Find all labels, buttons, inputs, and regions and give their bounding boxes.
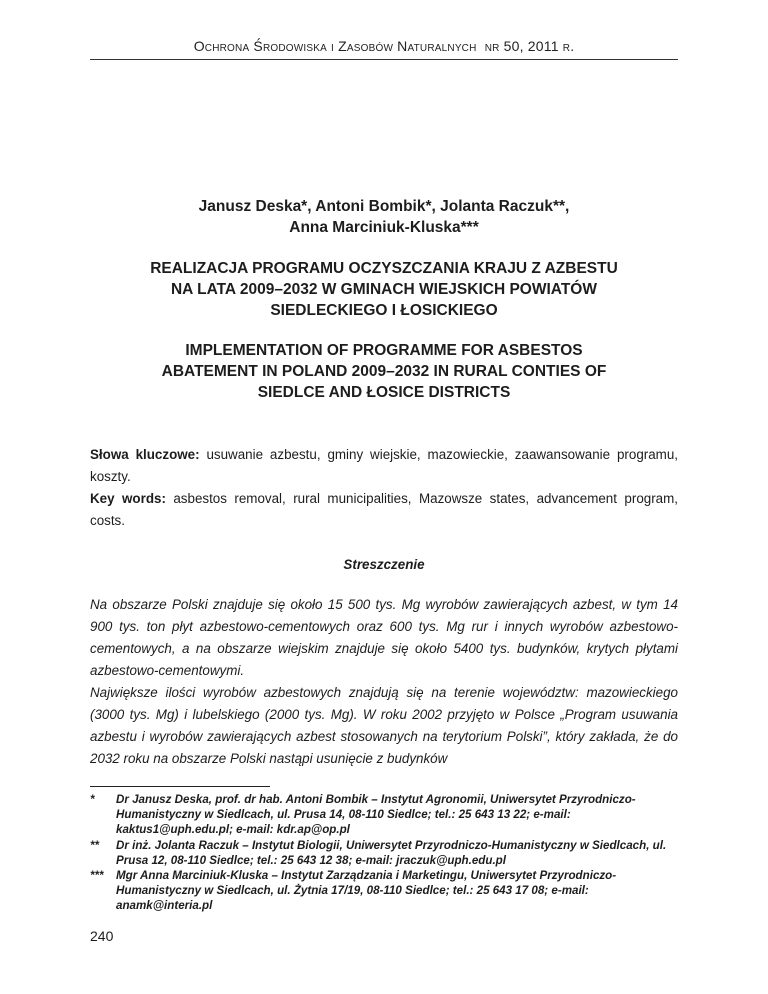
footnote-text: Dr Janusz Deska, prof. dr hab. Antoni Bombik – Instytut Agronomii, Uniwersytet Przyrodniczo-Humanistyczny w Siedlcach, ul. Prusa 14, 08-110 Siedlce; tel.: 25 643 13 22; e-mail: kaktus1@uph.edu.pl; e-mail: kdr.ap@op.pl [116,793,636,837]
header-divider [90,59,678,60]
running-header [90,38,678,54]
keywords-en-text: asbestos removal, rural municipalities, Mazowsze states, advancement program, costs. [90,491,678,528]
issue-info: nr 50, 2011 r. [484,38,575,54]
journal-name: Ochrona Środowiska i Zasobów Naturalnych [193,38,477,54]
footnote-mark: ** [90,838,100,852]
title-en-line-3: SIEDLCE AND ŁOSICE DISTRICTS [257,384,511,401]
footnote-mark: *** [90,869,104,883]
footnote-mark: * [90,793,95,806]
abstract-heading: Streszczenie [343,557,425,572]
keywords-en-label: Key words: [90,491,166,506]
footnote-text: Mgr Anna Marciniuk-Kluska – Instytut Zarządzania i Marketingu, Uniwersytet Przyrodniczo-Humanistyczny w Siedlcach, ul. Żytnia 17/19, 08-110 Siedlce; tel.: 25 643 17 08; e-mail: anamk@interia.pl [116,869,617,913]
footnote [90,792,680,838]
title-pl-line-1: REALIZACJA PROGRAMU OCZYSZCZANIA KRAJU Z AZBESTU [150,260,618,277]
footnote [90,868,680,914]
keywords-pl-text: usuwanie azbestu, gminy wiejskie, mazowieckie, zaawansowanie programu, koszty. [90,447,678,484]
keywords-pl-label: Słowa kluczowe: [90,447,200,462]
title-pl-line-3: SIEDLECKIEGO I ŁOSICKIEGO [270,302,498,319]
footnote-divider [90,786,270,787]
abstract-body [90,594,678,770]
keywords-en [90,488,678,532]
title-polish [90,258,678,321]
page-number: 240 [90,928,114,944]
title-english [90,340,678,403]
title-pl-line-2: NA LATA 2009–2032 W GMINACH WIEJSKICH POWIATÓW [170,281,597,298]
footnotes [90,792,680,914]
title-en-line-1: IMPLEMENTATION OF PROGRAMME FOR ASBESTOS [185,342,583,359]
authors-line-1: Janusz Deska*, Antoni Bombik*, Jolanta Raczuk**, [198,198,570,215]
authors [90,196,678,238]
footnote-text: Dr inż. Jolanta Raczuk – Instytut Biologii, Uniwersytet Przyrodniczo-Humanistyczny w Siedlcach, ul. Prusa 12, 08-110 Siedlce; tel.: 25 643 12 38; e-mail: jraczuk@uph.edu.pl [116,838,667,867]
title-en-line-2: ABATEMENT IN POLAND 2009–2032 IN RURAL CONTIES OF [161,363,607,380]
footnote [90,838,680,868]
authors-line-2: Anna Marciniuk-Kluska*** [289,219,479,236]
abstract-paragraph-2: Największe ilości wyrobów azbestowych znajdują się na terenie województw: mazowieckiego (3000 tys. Mg) i lubelskiego (2000 tys. Mg). W roku 2002 przyjęto w Polsce „Program usuwania azbestu i wyrobów zawierających azbest stosowanych na terytorium Polski”, który zakłada, że do 2032 roku na obszarze Polski nastąpi usunięcie z budynków [90,685,678,766]
keywords-section [90,444,678,532]
keywords-pl [90,444,678,488]
abstract-paragraph-1: Na obszarze Polski znajduje się około 15 500 tys. Mg wyrobów zawierających azbest, w tym 14 900 tys. ton płyt azbestowo-cementowych oraz 600 tys. Mg rur i innych wyrobów azbestowo-cementowych, a na obszarze wiejskim znajduje się około 5400 tys. budynków, krytych płytami azbestowo-cementowymi. [90,597,678,678]
